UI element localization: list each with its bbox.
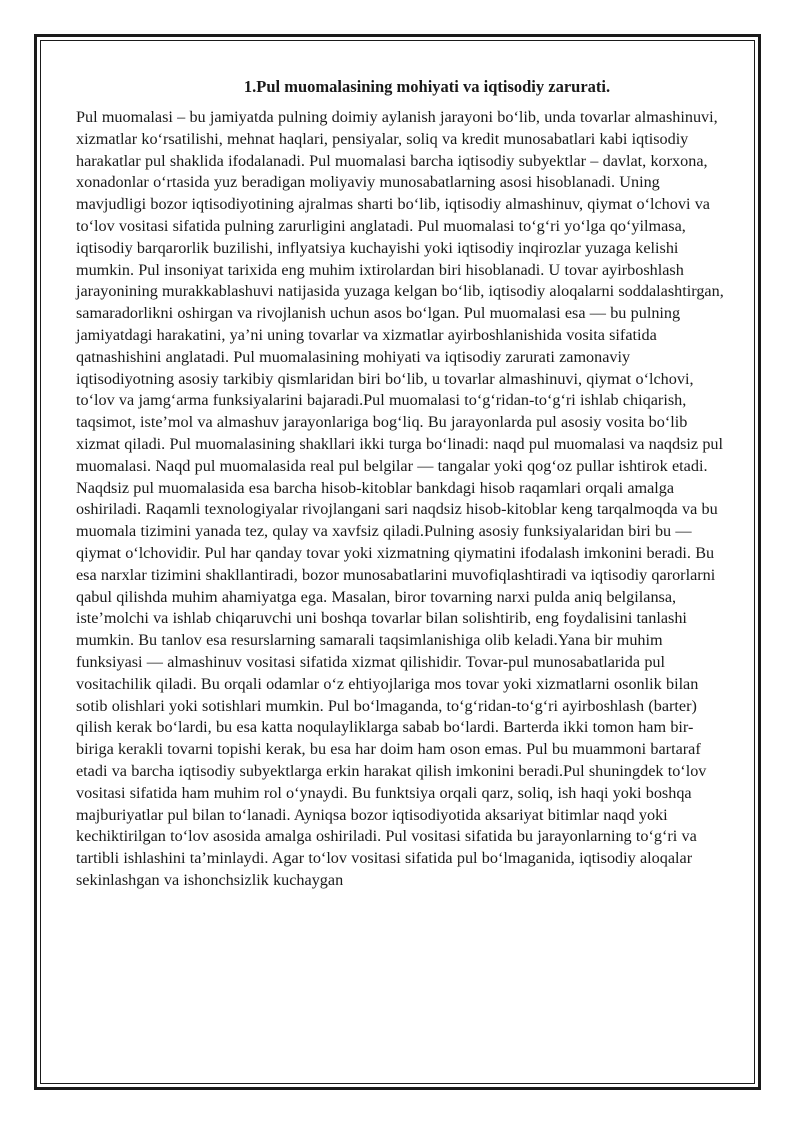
section-title: 1.Pul muomalasining mohiyati va iqtisodiy zarurati. (243, 77, 611, 96)
body-paragraph: Pul muomalasi – bu jamiyatda pulning doimiy aylanish jarayoni bo‘lib, unda tovarlar almashinuvi, xizmatlar ko‘rsatilishi, mehnat haqlari, pensiyalar, soliq va kredit munosabatlari kabi iqtisodiy harakatlar pul shaklida ifodalanadi. Pul muomalasi barcha iqtisodiy subyektlar – davlat, korxona, xonadonlar o‘rtasida yuz beradigan moliyaviy munosabatlarning asosi hisoblanadi. Uning mavjudligi bozor iqtisodiyotining ajralmas sharti bo‘lib, iqtisodiy almashinuv, qiymat o‘lchovi va to‘lov vositasi sifatida pulning zarurligini anglatadi. Pul muomalasi to‘g‘ri yo‘lga qo‘yilmasa, iqtisodiy barqarorlik buzilishi, inflyatsiya kuchayishi yoki iqtisodiy inqirozlar yuzaga kelishi mumkin. Pul insoniyat tarixida eng muhim ixtirolardan biri hisoblanadi. U tovar ayirboshlash jarayonining murakkablashuvi natijasida yuzaga kelgan bo‘lib, iqtisodiy aloqalarni soddalashtirgan, samaradorlikni oshirgan va rivojlanish uchun asos bo‘lgan. Pul muomalasi esa — bu pulning jamiyatdagi harakatini, ya’ni uning tovarlar va xizmatlar ayirboshlanishida vosita sifatida qatnashishini anglatadi. Pul muomalasining mohiyati va iqtisodiy zarurati zamonaviy iqtisodiyotning asosiy tarkibiy qismlaridan biri bo‘lib, u tovarlar almashinuvi, qiymat o‘lchovi, to‘lov va jamg‘arma funksiyalarini bajaradi.Pul muomalasi to‘g‘ridan-to‘g‘ri ishlab chiqarish, taqsimot, iste’mol va almashuv jarayonlariga bog‘liq. Bu jarayonlarda pul asosiy vosita bo‘lib xizmat qiladi. Pul muomalasining shakllari ikki turga bo‘linadi: naqd pul muomalasi va naqdsiz pul muomalasi. Naqd pul muomalasida real pul belgilar — tangalar yoki qog‘oz pullar ishtirok etadi. Naqdsiz pul muomalasida esa barcha hisob-kitoblar bankdagi hisob raqamlari orqali amalga oshiriladi. Raqamli texnologiyalar rivojlangani sari naqdsiz hisob-kitoblar keng tarqalmoqda va bu muomala tizimini yanada tez, qulay va xavfsiz qiladi.Pulning asosiy funksiyalaridan biri bu — qiymat o‘lchovidir. Pul har qanday tovar yoki xizmatning qiymatini ifodalash imkonini beradi. Bu esa narxlar tizimini shakllantiradi, bozor munosabatlarini muvofiqlashtiradi va iqtisodiy qarorlarni qabul qilishda muhim ahamiyatga ega. Masalan, biror tovarning narxi pulda aniq belgilansa, iste’molchi va ishlab chiqaruvchi uni boshqa tovarlar bilan solishtirib, eng foydalisini tanlashi mumkin. Bu tanlov esa resurslarning samarali taqsimlanishiga olib keladi.Yana bir muhim funksiyasi — almashinuv vositasi sifatida xizmat qilishidir. Tovar-pul munosabatlarida pul vositachilik qiladi. Bu orqali odamlar o‘z ehtiyojlariga mos tovar yoki xizmatlarni osonlik bilan sotib olishlari yoki sotishlari mumkin. Pul bo‘lmaganda, to‘g‘ridan-to‘g‘ri ayirboshlash (barter) qilish kerak bo‘lardi, bu esa katta noqulayliklarga sabab bo‘lardi. Barterda ikki tomon ham bir-biriga kerakli tovarni topishi kerak, bu esa har doim ham oson emas. Pul bu muammoni bartaraf etadi va barcha iqtisodiy subyektlarga erkin harakat qilish imkonini beradi.Pul shuningdek to‘lov vositasi sifatida ham muhim rol o‘ynaydi. Bu funktsiya orqali qarz, soliq, ish haqi yoki boshqa majburiyatlar pul bilan to‘lanadi. Ayniqsa bozor iqtisodiyotida aksariyat bitimlar naqd yoki kechiktirilgan to‘lov asosida amalga oshiriladi. Pul vositasi sifatida bu jarayonlarning to‘g‘ri va tartibli ishlashini ta’minlaydi. Agar to‘lov vositasi sifatida pul bo‘lmaganida, iqtisodiy aloqalar sekinlashgan va ishonchsizlik kuchaygan (76, 108, 724, 889)
document-content (76, 76, 726, 892)
